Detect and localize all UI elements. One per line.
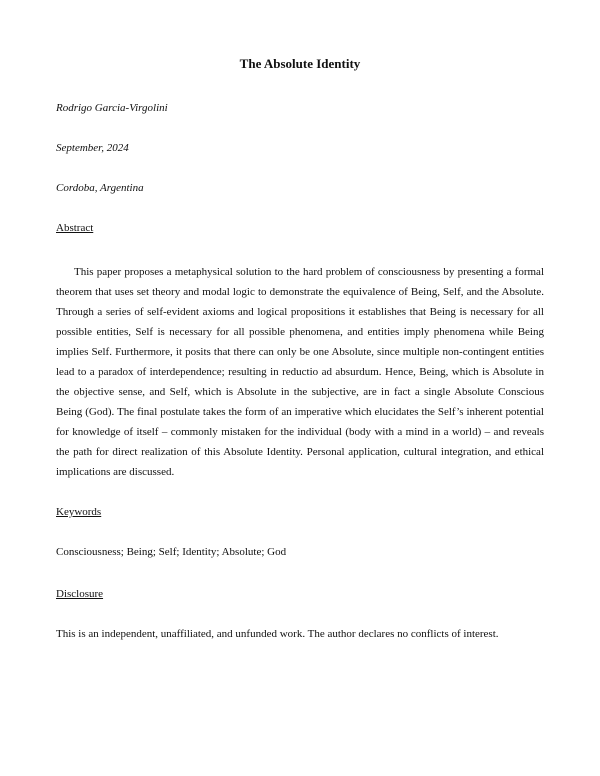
keywords-heading: Keywords [56,506,102,518]
author-location: Cordoba, Argentina [56,182,144,194]
abstract-text: This paper proposes a metaphysical solution to the hard problem of consciousness by presenting a formal theorem that uses set theory and modal logic to demonstrate the equivalence of Being, Self, and the Absolute. Through a series of self-evident axioms and logical propositions it establishes that Being is necessary for all possible entities, Self is necessary for all possible phenomena, and entities imply phenomena while Being implies Self. Furthermore, it posits that there can only be one Absolute, since multiple non-contingent entities lead to a paradox of interdependence; resulting in reductio ad absurdum. Hence, Being, which is Absolute in the objective sense, and Self, which is Absolute in the subjective, are in fact a single Absolute Conscious Being (God). The final postulate takes the form of an imperative which elucidates the Self’s inherent potential for knowledge of itself – commonly mistaken for the individual (body with a mind in a world) – and reveals the path for direct realization of this Absolute Identity. Personal application, cultural integration, and ethical implications are discussed. [56,266,544,478]
abstract-heading: Abstract [56,222,94,234]
publication-date: September, 2024 [56,142,129,154]
author-name: Rodrigo Garcia-Virgolini [56,102,168,114]
keywords-text: Consciousness; Being; Self; Identity; Absolute; God [56,546,287,558]
paper-title: The Absolute Identity [239,56,361,71]
disclosure-text: This is an independent, unaffiliated, and unfunded work. The author declares no conflicts of interest. [56,628,499,640]
disclosure-heading: Disclosure [56,588,104,600]
